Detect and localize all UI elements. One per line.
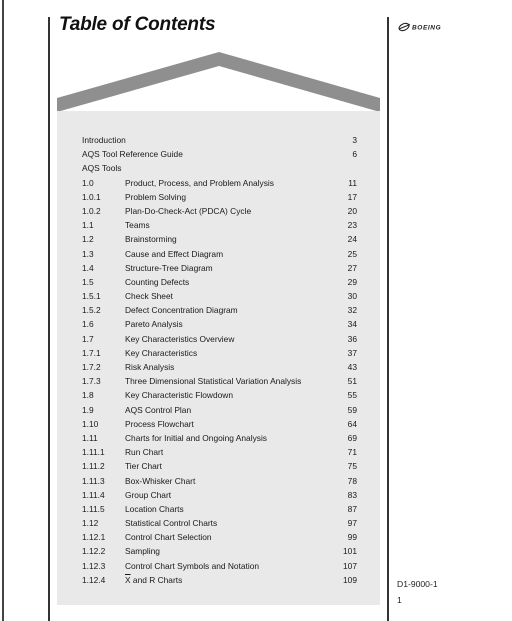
toc-entry-title: $\overline{X}$ and R Charts: [125, 574, 183, 585]
toc-entry-title: Box-Whisker Chart: [125, 475, 196, 486]
toc-entry-page: 11: [348, 177, 357, 188]
toc-entry-title: Three Dimensional Statistical Variation Analysis: [125, 376, 302, 387]
toc-entry-number: 1.11.1: [82, 447, 105, 458]
toc-entry-title: Check Sheet: [125, 291, 173, 302]
toc-entry: [82, 360, 357, 374]
toc-entry: [82, 573, 357, 587]
toc-entry-number: 1.8: [82, 390, 94, 401]
toc-entry-page: 64: [347, 418, 357, 429]
toc-entry-page: 51: [347, 376, 357, 387]
toc-entry: [82, 417, 357, 431]
toc-entry-title: Location Charts: [125, 503, 184, 514]
toc-entry-title: Cause and Effect Diagram: [125, 248, 224, 259]
toc-entry-number: 1.12: [82, 518, 99, 529]
toc-entry-number: 1.11.3: [82, 475, 105, 486]
toc-entry-title: Tier Chart: [125, 461, 162, 472]
toc-entry: [82, 190, 357, 204]
toc-entry-number: 1.0: [82, 177, 94, 188]
toc-entry-page: 87: [347, 503, 357, 514]
left-vertical-rule: [48, 17, 50, 621]
toc-entry-number: 1.12.3: [82, 560, 106, 571]
toc-entry-title: Pareto Analysis: [125, 319, 183, 330]
toc-entry-number: 1.3: [82, 248, 94, 259]
toc-entry-page: 24: [347, 234, 357, 245]
toc-entry-title: Counting Defects: [125, 276, 190, 287]
toc-entry-page: 30: [347, 291, 357, 302]
toc-entry-page: 78: [347, 475, 357, 486]
toc-entry-title: AQS Tool Reference Guide: [82, 149, 183, 160]
toc-entry: [82, 261, 357, 275]
toc-entry-page: 17: [347, 191, 357, 202]
toc-entry-page: 75: [347, 461, 357, 472]
toc-entry-number: 1.12.4: [82, 574, 106, 585]
toc-entry-title: Charts for Initial and Ongoing Analysis: [125, 432, 267, 443]
toc-entry: [82, 204, 357, 218]
toc-entry: [82, 275, 357, 289]
toc-entry: [82, 147, 357, 161]
toc-entry-number: 1.10: [82, 418, 99, 429]
toc-entry-number: 1.7.2: [82, 362, 101, 372]
toc-entry-number: 1.1: [82, 220, 94, 231]
toc-entry-page: 69: [347, 432, 357, 443]
toc-entry-title: Plan-Do-Check-Act (PDCA) Cycle: [125, 205, 252, 216]
toc-entry-number: 1.7.1: [82, 347, 101, 358]
toc-entry: [82, 232, 357, 246]
toc-entry-number: 1.12.2: [82, 546, 106, 557]
toc-entry-title: Statistical Control Charts: [125, 518, 218, 529]
toc-entry-page: 34: [347, 319, 357, 330]
toc-entry: [82, 388, 357, 402]
toc-entry: [82, 459, 357, 473]
toc-entry-number: 1.7.3: [82, 376, 101, 387]
toc-entry-title: Brainstorming: [125, 234, 177, 245]
toc-entry-page: 37: [347, 347, 357, 358]
toc-entry-number: 1.11: [82, 432, 98, 443]
toc-entry-page: 25: [347, 248, 357, 259]
toc-entry-number: 1.2: [82, 234, 94, 245]
toc-entry-title: Structure-Tree Diagram: [125, 262, 213, 273]
toc-entry: [82, 403, 357, 417]
toc-entry-title: Process Flowchart: [125, 418, 194, 429]
toc-entry-page: 59: [347, 404, 357, 415]
toc-entry-number: 1.12.1: [82, 532, 106, 543]
toc-entry: [82, 303, 357, 317]
toc-entry-number: 1.11.4: [82, 489, 105, 500]
logo-wordmark: BOEING: [412, 24, 442, 32]
toc-entry-page: 99: [347, 532, 357, 543]
toc-entry-title: Introduction: [82, 135, 126, 145]
toc-entry-title: Control Chart Symbols and Notation: [125, 560, 260, 571]
toc-entry: [82, 289, 357, 303]
toc-entry-title: Defect Concentration Diagram: [125, 305, 238, 316]
roof-graphic: [57, 52, 380, 114]
toc-entry-title: Run Chart: [125, 447, 164, 458]
toc-entry-title: Problem Solving: [125, 191, 186, 202]
toc-entry-number: 1.9: [82, 404, 94, 415]
document-number: D1-9000-1: [397, 579, 438, 589]
right-vertical-rule: [387, 17, 389, 621]
toc-entry: [82, 516, 357, 530]
toc-entry: [82, 559, 357, 573]
toc-entry-page: 20: [347, 205, 357, 216]
toc-entry-number: 1.6: [82, 319, 94, 330]
toc-entry-title: AQS Control Plan: [125, 404, 192, 415]
toc-entry: [82, 176, 357, 190]
toc-entry-title: Control Chart Selection: [125, 532, 212, 543]
toc-entry-page: 36: [347, 333, 357, 344]
toc-entry-number: 1.5.1: [82, 291, 101, 302]
toc-entry: [82, 502, 357, 516]
boeing-logo-icon: [397, 20, 459, 34]
toc-entry-number: 1.11.2: [82, 461, 105, 472]
toc-entry-page: 55: [347, 390, 357, 401]
toc-entry-number: 1.5.2: [82, 305, 101, 316]
toc-entry: [82, 247, 357, 261]
toc-entry-page: 32: [347, 305, 357, 316]
toc-entry-page: 83: [347, 489, 357, 500]
toc-entry: [82, 445, 357, 459]
toc-entry: [82, 544, 357, 558]
toc-entry-number: 1.4: [82, 262, 94, 273]
toc-entry-number: 1.11.5: [82, 503, 105, 514]
toc-entry-title: Key Characteristic Flowdown: [125, 390, 233, 401]
toc-entry-page: 29: [347, 276, 357, 287]
toc-entry: [82, 474, 357, 488]
toc-entry: [82, 332, 357, 346]
toc-entry-page: 27: [347, 262, 357, 273]
toc-entry: [82, 133, 357, 147]
toc-entry-number: 1.0.1: [82, 191, 101, 202]
toc-entry-title: Teams: [125, 220, 150, 231]
toc-list: [82, 133, 357, 587]
toc-entry: [82, 530, 357, 544]
toc-entry-page: 3: [352, 135, 357, 145]
toc-entry: [82, 346, 357, 360]
toc-entry-page: 97: [347, 518, 357, 529]
page-title: Table of Contents: [59, 14, 216, 35]
toc-entry: [82, 488, 357, 502]
page-number: 1: [397, 595, 402, 605]
toc-entry-title: Group Chart: [125, 489, 172, 500]
toc-entry-number: 1.7: [82, 333, 94, 344]
toc-entry: [82, 317, 357, 331]
page-left-border: [2, 0, 4, 621]
toc-entry: [82, 374, 357, 388]
toc-entry-title: AQS Tools: [82, 163, 122, 174]
toc-entry: [82, 431, 357, 445]
toc-entry-title: Product, Process, and Problem Analysis: [125, 177, 274, 188]
toc-entry-number: 1.0.2: [82, 205, 101, 216]
toc-entry-page: 71: [347, 447, 357, 458]
toc-entry-page: 107: [343, 560, 357, 571]
toc-entry-page: 109: [343, 574, 357, 585]
toc-entry-page: 101: [343, 546, 357, 557]
toc-entry-title: Risk Analysis: [125, 362, 175, 372]
toc-entry-title: Key Characteristics Overview: [125, 333, 235, 344]
toc-entry-page: 6: [352, 149, 357, 160]
toc-entry-page: 43: [347, 362, 357, 372]
toc-entry-page: 23: [347, 220, 357, 231]
toc-entry: [82, 218, 357, 232]
toc-entry-title: Sampling: [125, 546, 160, 557]
toc-entry: [82, 161, 357, 175]
toc-entry-number: 1.5: [82, 276, 94, 287]
toc-entry-title: Key Characteristics: [125, 347, 198, 358]
